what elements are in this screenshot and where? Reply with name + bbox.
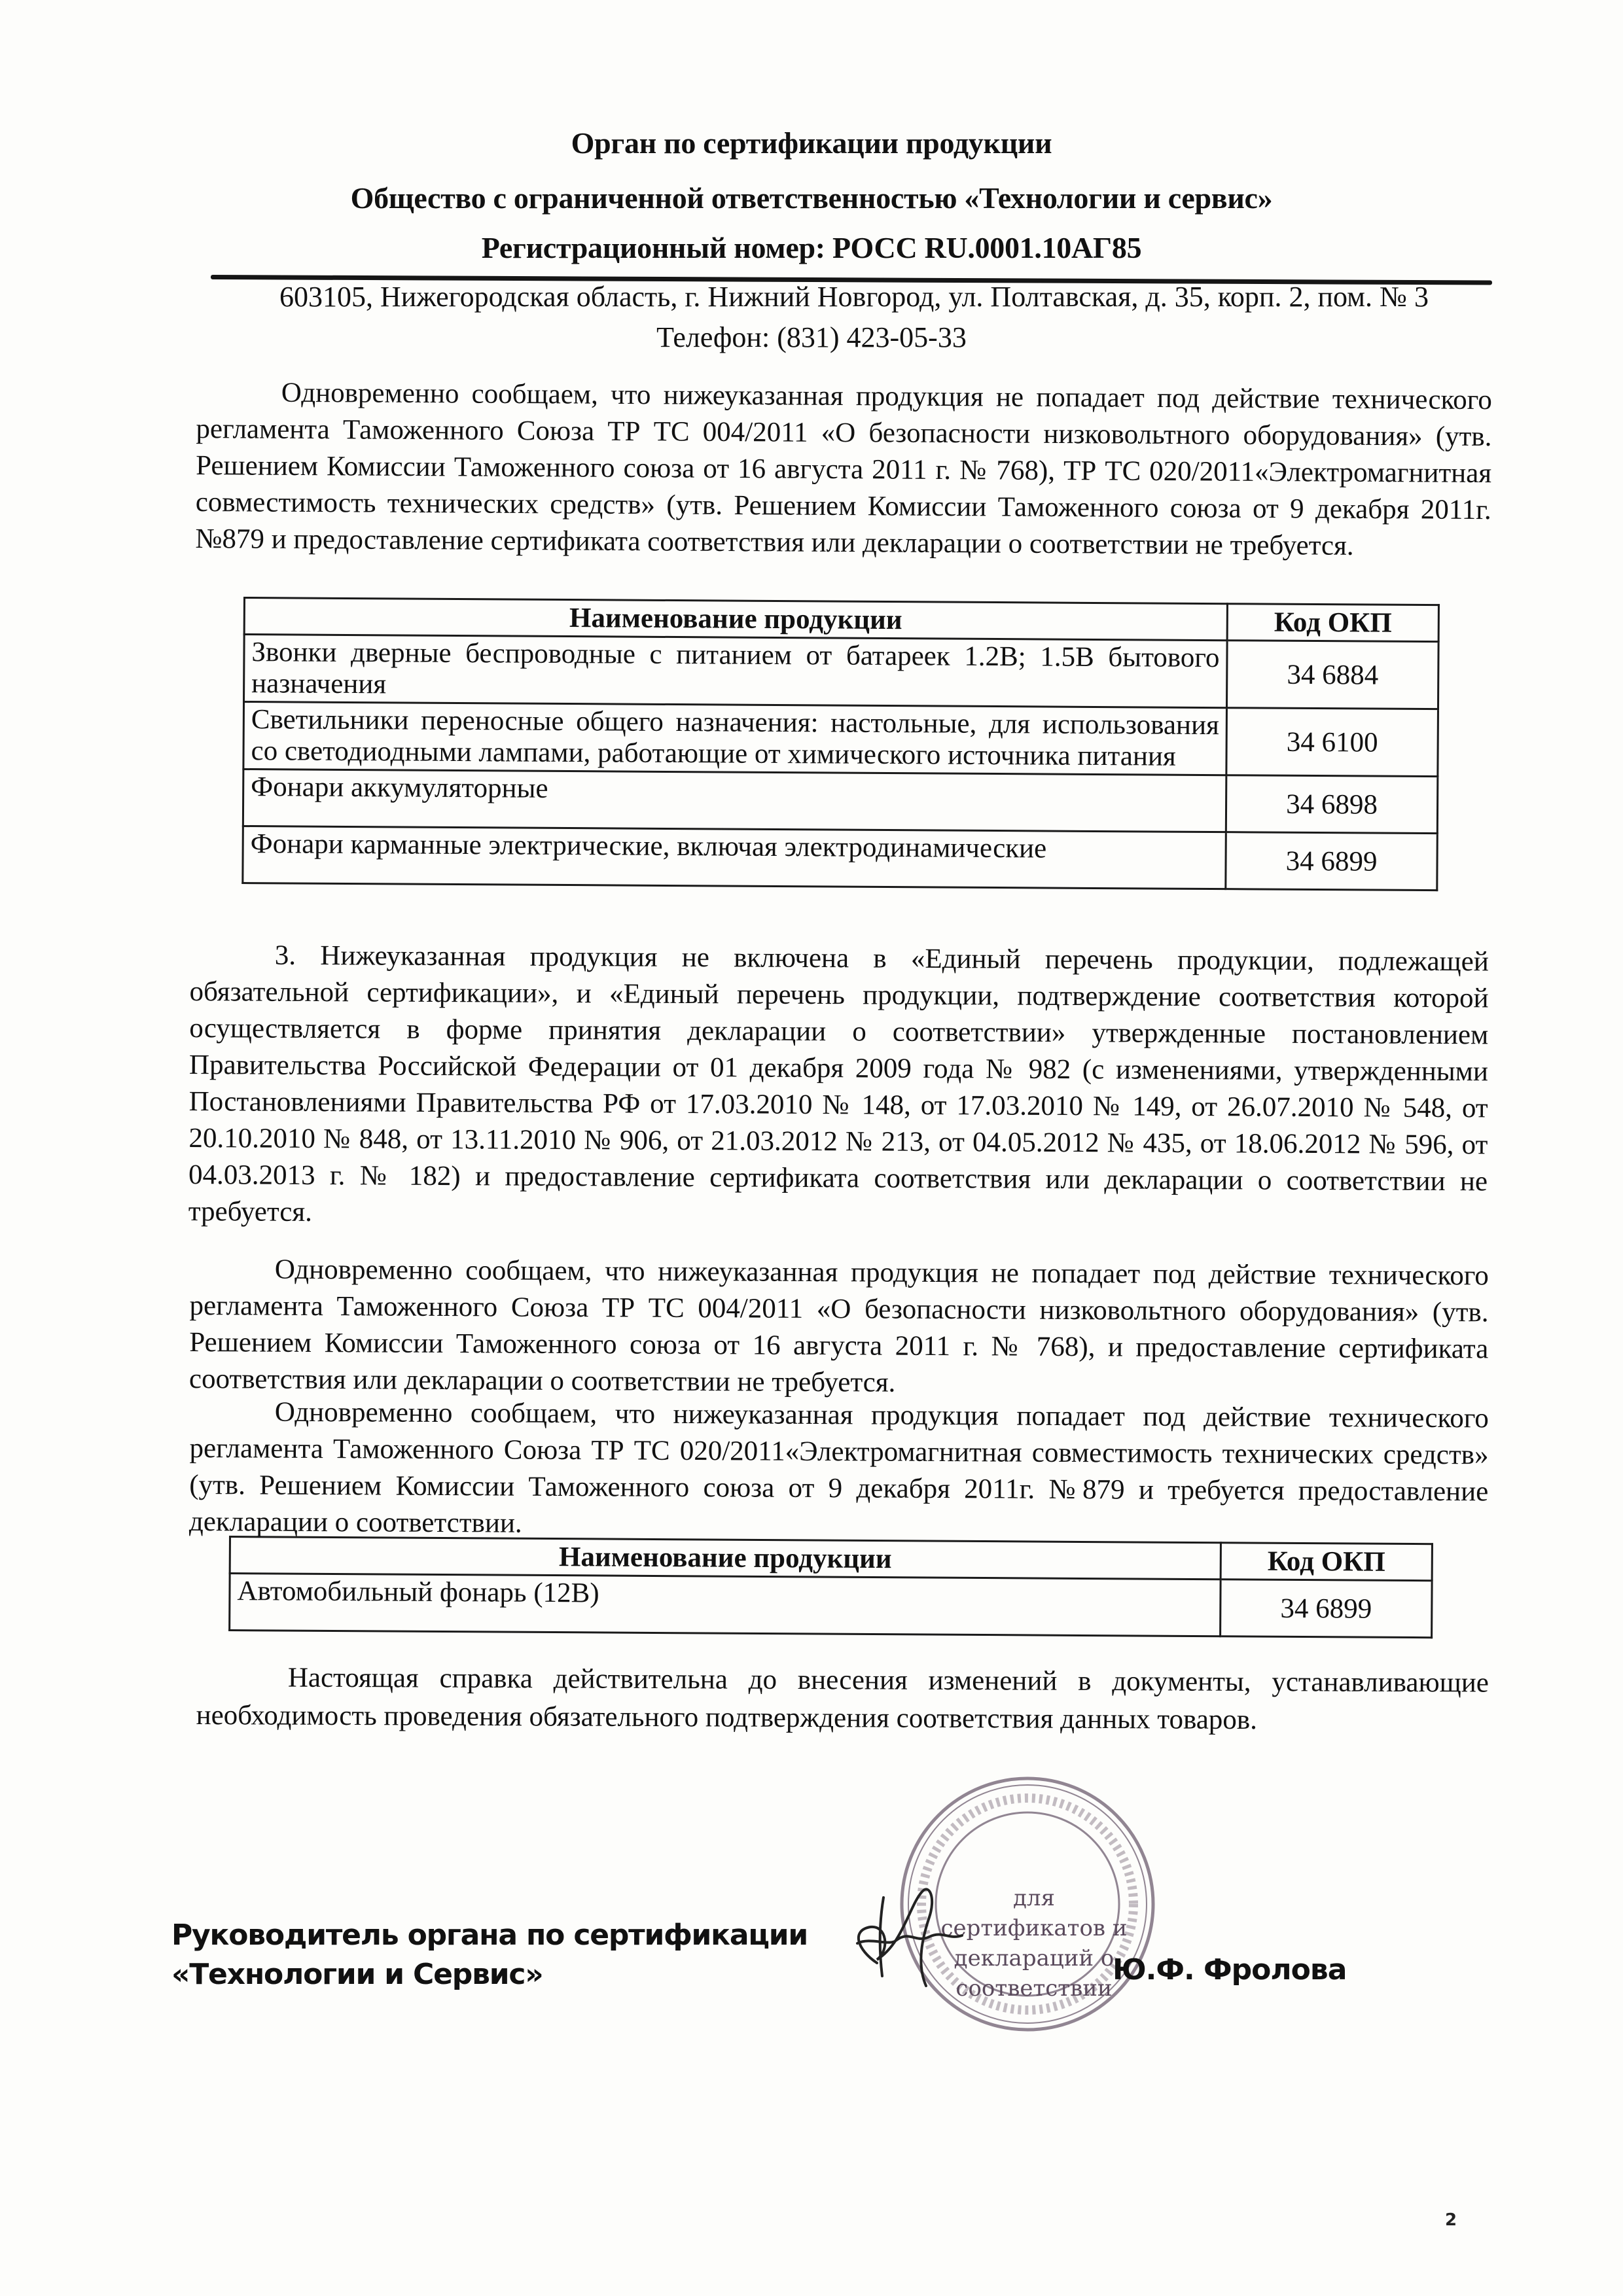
paragraph-notice-3 [189,1394,1489,1547]
table-row [243,826,1437,891]
header-phone: Телефон: (831) 423-05-33 [656,321,967,353]
header-title: Орган по сертификации продукции [571,126,1052,160]
stamp-text-line: деклараций о [954,1945,1115,1971]
paragraph-notice-1 [195,374,1492,565]
table-row [243,769,1437,834]
okp-code: 34 6100 [1226,708,1438,777]
product-name: Фонари аккумуляторные [243,769,1226,832]
paragraph-text: Настоящая справка действительна до внесения изменений в документы, устанавливающие необходимость проведения обязательного подтверждения соответствия данных товаров. [196,1662,1489,1736]
paragraph-notice-2 [189,1251,1489,1404]
table-row [243,702,1438,777]
signatory-role-line: Руководитель органа по сертификации [171,1918,808,1952]
product-name: Автомобильный фонарь (12В) [230,1574,1221,1636]
paragraph-text: Одновременно сообщаем, что нижеуказанная продукция попадает под действие технического регламента Таможенного Союза ТР ТС 020/2011«Электромагнитная совместимость технических средств» (утв. Решением Комиссии Таможенного союза от 9 декабря 2011г. №879 и требуется предоставление декларации о соответствии. [188,1396,1489,1539]
paragraph-text: Одновременно сообщаем, что нижеуказанная продукция не попадает под действие технического регламента Таможенного Союза ТР ТС 004/2011 «О безопасности низковольтного оборудования» (утв. Решением Комиссии Таможенного союза от 16 августа 2011 г. № 768), ТР ТС 020/2011«Электромагнитная совместимость технических средств» (утв. Решением Комиссии Таможенного союза от 9 декабря 2011г. №879 и предоставление сертификата соответствия или декларации о соответствии не требуется. [195,377,1492,561]
products-table-required [228,1536,1433,1638]
paragraph-text: 3. Нижеуказанная продукция не включена в «Единый перечень продукции, подлежащей обязательной сертификации», и «Единый перечень продукции, подтверждение соответствия которой осуществляется в форме принятия декларации о соответствии» утвержденные постановлением Правительства Российской Федерации от 01 декабря 2009 года № 982 (с изменениями, утвержденными Постановлениями Правительства РФ от 17.03.2010 № 148, от 17.03.2010 № 149, от 26.07.2010 № 548, от 20.10.2010 № 848, от 13.11.2010 № 906, от 21.03.2012 № 213, от 04.05.2012 № 435, от 18.06.2012 № 596, от 04.03.2013 г. № 182) и предоставление сертификата соответствия или декларации о соответствии не требуется. [188,940,1489,1227]
okp-code: 34 6898 [1226,775,1438,834]
table-row [244,635,1439,709]
header-registration-number: Регистрационный номер: РОСС RU.0001.10АГ85 [481,231,1142,264]
paragraph-validity [196,1659,1488,1740]
stamp-text-line: соответствии [955,1975,1113,2002]
product-name: Фонари карманные электрические, включая электродинамические [243,826,1226,889]
stamp-text-line: сертификатов и [940,1915,1128,1941]
paragraph-text: Одновременно сообщаем, что нижеуказанная продукция не попадает под действие технического регламента Таможенного Союза ТР ТС 004/2011 «О безопасности низковольтного оборудования» (утв. Решением Комиссии Таможенного союза от 16 августа 2011 г. № 768), и предоставление сертификата соответствия или декларации о соответствии не требуется. [188,1254,1489,1398]
okp-code: 34 6899 [1226,832,1438,891]
signatory-name: Ю.Ф. Фролова [1113,1953,1347,1987]
handwritten-signature-icon [831,1865,1001,2009]
column-header-product-name: Наименование продукции [230,1537,1221,1580]
page-number: 2 [1445,2210,1457,2230]
table-row [230,1574,1432,1638]
stamp-text-line: для [1013,1885,1055,1911]
column-header-okp-code: Код ОКП [1221,1543,1432,1581]
product-name: Светильники переносные общего назначения: настольные, для использования со светодиодными лампами, работающие от химического источника питания [243,702,1227,775]
column-header-okp-code: Код ОКП [1227,604,1438,642]
signatory-role [171,1916,808,1994]
products-table-exempt [241,597,1440,891]
paragraph-section-3 [188,937,1489,1237]
column-header-product-name: Наименование продукции [244,598,1227,641]
signatory-organization: «Технологии и Сервис» [171,1958,543,1991]
okp-code: 34 6899 [1221,1580,1433,1638]
product-name: Звонки дверные беспроводные с питанием от батареек 1.2В; 1.5В бытового назначения [244,635,1228,708]
header-address: 603105, Нижегородская область, г. Нижний Новгород, ул. Полтавская, д. 35, корп. 2, пом. № 3 [279,281,1429,313]
okp-code: 34 6884 [1226,641,1438,709]
header-organization: Общество с ограниченной ответственностью «Технологии и сервис» [350,181,1273,215]
